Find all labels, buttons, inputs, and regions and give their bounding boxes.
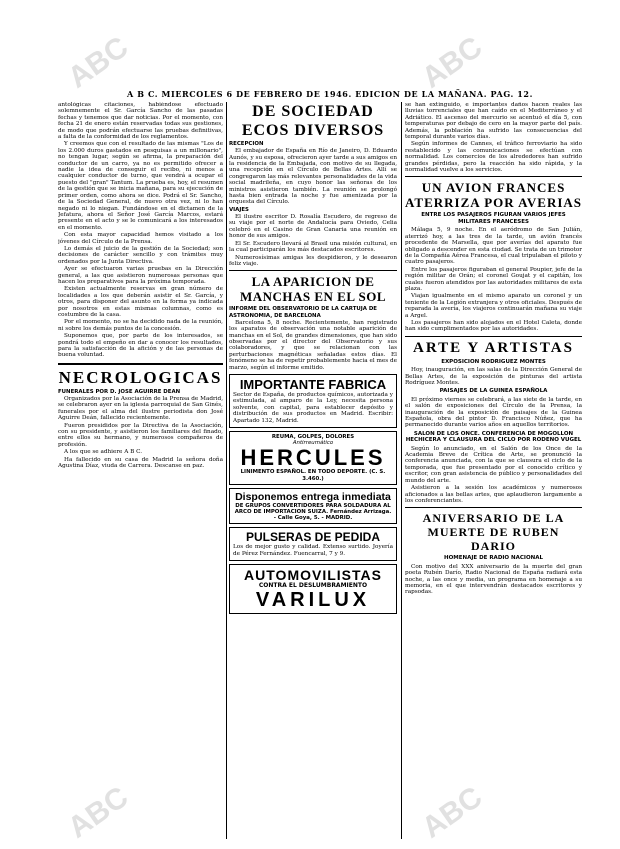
ad-text: DE GRUPOS CONVERTIDORES PARA SOLDADURA AL ARCO DE IMPORTACION SUIZA. Fernández Arrizaga. - Calle Goya, 5. - MADRID. (234, 502, 392, 522)
article-paragraph: Viajan igualmente en el mismo aparato un coronel y un teniente de la Legión extranjera y otros oficiales. Después de reparada la avería, los viajeros continuarán mañana su viaje a Argel. (405, 293, 582, 319)
ad-text: Los de mejor gusto y calidad. Extenso surtido. Joyería de Pérez Fernández. Fuencarral, 7 y 9. (233, 544, 393, 557)
article-paragraph: Con motivo del XXX aniversario de la muerte del gran poeta Rubén Darío, Radio Nacional de España radiará esta noche, a las once y media, un programa en homenaje a su memoria, en el que intervendrán destacados escritores y rapsodas. (405, 563, 582, 596)
article-paragraph: Según informes de Cannes, el tráfico ferroviario ha sido restablecido y las comunicaciones se efectúan con normalidad. Los comercios de los alrededores han sufrido grandes pérdidas, pero la reacción ha sido rápida, y la normalidad vuelve a los servicios. (405, 141, 582, 174)
article-paragraph: Por el momento, no se ha decidido nada de la reunión, ni sobre los demás puntos de la concesión. (58, 319, 223, 332)
column-divider-2 (401, 102, 402, 839)
section-rule (58, 363, 223, 365)
ad-title: Disponemos entrega inmediata (235, 490, 391, 503)
recepcion-subtitle: RECEPCION (229, 141, 264, 147)
ad-text: LINIMENTO ESPAÑOL. EN TODO DEPORTE. (C. S. 3.460.) (240, 469, 386, 482)
article-paragraph: Organizados por la Asociación de la Prensa de Madrid, se celebraron ayer en la iglesia parroquial de San Ginés, funerales por el alma del ilustre periodista don José Aguirre Deán, fallecido recientemente. (58, 396, 223, 422)
article-paragraph: Suponemos que, por parte de los interesados, se pondrá todo el empeño en dar a conocer los resultados, para la satisfacción de la afición y de las personas de buena voluntad. (58, 333, 223, 359)
article-paragraph: El Sr. Escudero llevará al Brasil una misión cultural, en la cual participarán los más destacados escritores. (229, 240, 397, 254)
necrologicas-title: NECROLOGICAS (58, 367, 223, 387)
article-paragraph: Entre los pasajeros figuraban el general Poupier, jefe de la región militar de Orán; el coronel Goujat y el capitán, los cuales fueron atendidos por las autoridades militares de esta plaza. (405, 266, 582, 292)
column-3 (405, 102, 582, 841)
ad-varilux (229, 564, 397, 614)
ad-text: Sector de España, de productos químicos, autorizada y estimulada, al amparo de la Ley, necesita persona solvente, con capital, para establecer depósito y distribución de sus productos en Madrid. Escribir: Apartado 132, Madrid. (233, 391, 393, 424)
article-paragraph: Según lo anunciado, en el Salón de los Once de la Academia Breve de Crítica de Arte, se pronunció la conferencia anunciada, con la que se clausura el ciclo de la temporada, que fue presentado por el conocido crítico y escritor, con gran asistencia de público y personalidades del mundo del arte. (405, 445, 582, 484)
article-paragraph: antológicas citaciones, habiéndose efectuado solemnemente el Sr. García Sancho de las pasadas fechas y tenemos que dar noticias. Por el momento, con fecha 21 de enero están reservadas todas sus gestiones, de modo que podrán efectuarse las pruebas definitivas, a falta de la conformidad de los reglamentos. (58, 102, 223, 141)
article-paragraph: El embajador de España en Río de Janeiro, D. Eduardo Aunós, y su esposa, ofrecieron ayer tarde a sus amigos en la residencia de la Embajada, con motivo de su llegada, una recepción en el Círculo de Bellas Artes. Allí se congregaron las más relevantes personalidades de la vida social madrileña, en cuyo honor las señoras de los ministros asistieron también. La reunión se prolongó hasta bien entrada la noche y fue amenizada por la orquesta del Círculo. (229, 148, 397, 206)
ad-title: HERCULES (240, 445, 386, 471)
ad-hercules (229, 431, 397, 485)
ad-title: AUTOMOVILISTAS (244, 567, 382, 584)
article-paragraph: Los pasajeros han sido alojados en el Hotel Caleta, donde han sido cumplimentados por las autoridades. (405, 319, 582, 333)
section-rule (405, 176, 582, 177)
aniversario-subtitle: HOMENAJE DE RADIO NACIONAL (444, 555, 543, 562)
watermark-2: ABC (416, 30, 489, 95)
ecos-title: ECOS DIVERSOS (241, 122, 385, 139)
ad-pulseras (229, 527, 397, 561)
article-paragraph: Ha fallecido en su casa de Madrid la señora doña Agustina Díaz, viuda de Carrera. Descanse en paz. (58, 456, 223, 470)
ad-importante-fabrica (229, 374, 397, 428)
viajes-subtitle: VIAJES (229, 206, 249, 213)
article-paragraph: Lo demás el juicio de la gestión de la Sociedad; son decisiones de carácter sencillo y con trámites muy ordenados por la Junta Directiva. (58, 245, 223, 265)
page-header: A B C. MIERCOLES 6 DE FEBRERO DE 1946. EDICION DE LA MAÑANA. PAG. 12. (127, 89, 533, 99)
column-divider-1 (226, 102, 227, 839)
ad-sub-line: Antirreumático (292, 440, 334, 447)
article-paragraph: El ilustre escritor D. Rosalía Escudero, de regreso de su viaje por el norte de Andalucía para Oviedo, Celia celebró en el Casino de Gran Canaria una reunión en honor de sus amigos. (229, 214, 397, 240)
arte-subtitle: EXPOSICION RODRIGUEZ MONTES (441, 358, 546, 365)
ad-disponemos (229, 488, 397, 525)
article-paragraph: se han extinguido, e importantes daños hacen reales las lluvias torrenciales que han caído en el Mediterráneo y el Adriático. El ascenso del mercurio se acentuó el día 5, con temperaturas por debajo de cero en la mayor parte del país. Además, la población ha sufrido las consecuencias del temporal durante varios días. (405, 102, 582, 141)
avion-title: UN AVION FRANCES ATERRIZA POR AVERIAS (405, 180, 582, 211)
ad-subtitle: CONTRA EL DESLUMBRAMIENTO (258, 582, 368, 590)
guinea-subtitle: PAISAJES DE LA GUINEA ESPAÑOLA (439, 388, 548, 395)
article-paragraph: Existen actualmente reservas en gran número de localidades a los que deberán asistir el Sr. García, y otros, para disponer del asunto en la forma ya indicada por nosotros en estas mismas columnas, como es costumbre de la casa. (58, 286, 223, 318)
article-paragraph: Numerosísimas amigas les despidieron, y le desearon feliz viaje. (229, 254, 397, 267)
aniversario-title: ANIVERSARIO DE LA MUERTE DE RUBEN DARIO (422, 511, 565, 554)
article-paragraph: A los que se adhiere A B C. (64, 449, 143, 456)
article-paragraph: Hoy, inauguración, en las salas de la Dirección General de Bellas Artes, de la exposición de pinturas del artista Rodríguez Montes. (405, 367, 582, 386)
article-paragraph: Con esta mayor capacidad hemos visitado a los jóvenes del Círculo de la Prensa. (58, 232, 223, 245)
article-paragraph: El próximo viernes se celebrará, a las siete de la tarde, en el salón de exposiciones del Círculo de la Prensa, la inauguración de la exposición de paisajes de la Guinea Española, obra del pintor D. Francisco Núñez, que ha permanecido durante varios años en aquellos territorios. (405, 396, 582, 429)
article-paragraph: Y creemos que con el resultado de las mismas "Los de los 2.000 duros gastados en pesquisas a un millonario", no tengan lugar, según se afirma, la preparación del conductor de un carro, ya no es permitido ofrecer a nadie la idea de conseguir el recibo, ni menos a cualquier conductor de turno, que vendrá a ocupar el puesto del "gran" Tantum. La prueba es, hoy, el resumen de la gestión que se inicia mañana, para su ejecución de primer orden, como ahora se dice. Podrá el Sr. Sancho, de la Sociedad General, de nuevo otra vez, ni lo han negado ni lo niegan. Fundándose en el dictamen de la Jefatura, ahora el Señor José García Marcos, estará presente en el acto y se le comunicará a los interesados en el momento. (58, 141, 223, 231)
watermark-3: ABC (62, 780, 135, 845)
article-paragraph: Fueron presididos por la Directiva de la Asociación, con su presidente, y asistieron los familiares del finado, entre ellos su hermano, y numerosos compañeros de profesión. (58, 422, 223, 448)
ad-brand: VARILUX (255, 589, 371, 612)
manchas-subtitle: INFORME DEL OBSERVATORIO DE LA CARTUJA DE ASTRONOMIA, DE BARCELONA (229, 306, 377, 319)
section-rule (405, 507, 582, 508)
sociedad-title: DE SOCIEDAD (252, 103, 374, 120)
ad-title: PULSERAS DE PEDIDA (245, 530, 381, 545)
ad-top-line: REUMA, GOLPES, DOLORES (271, 434, 355, 440)
salon-subtitle: SALON DE LOS ONCE. CONFERENCIA DE MOGOLLON HECHICERA Y CLAUSURA DEL CICLO POR RODENO VUGEL (405, 430, 582, 444)
article-paragraph: Ayer se efectuaron varias pruebas en la Dirección general, a las que asistieron numerosas personas que hacen los preparativos para la próxima temporada. (58, 266, 223, 285)
watermark-1: ABC (62, 30, 135, 95)
necrologicas-subtitle: FUNERALES POR D. JOSE AGUIRRE DEAN (58, 388, 181, 395)
ad-title: IMPORTANTE FABRICA (239, 376, 387, 392)
column-2 (229, 102, 397, 841)
arte-title: ARTE Y ARTISTAS (413, 339, 574, 356)
article-paragraph: Barcelona 5, 8 noche. Recientemente, han registrado los aparatos de observación una notable aparición de manchas en el Sol, de grandes dimensiones, que han sido observadas por el director del Observatorio y sus colaboradores, y que se relacionan con las perturbaciones magnéticas señaladas estos días. El fenómeno se ha de repetir probablemente hacia el mes de marzo, según el informe emitido. (229, 319, 397, 371)
article-paragraph: Asistieron a la sesión los académicos y numerosos aficionados a las bellas artes, que aplaudieron largamente a los conferenciantes. (405, 485, 582, 504)
avion-subtitle: ENTRE LOS PASAJEROS FIGURAN VARIOS JEFES MILITARES FRANCESES (421, 212, 566, 225)
article-paragraph: Málaga 5, 9 noche. En el aeródromo de San Julián, aterrizó hoy, a las tres de la tarde, un avión francés procedente de Marsella, que por averías del aparato fue obligado a descender en esta ciudad. Se trata de un trimotor de la Compañía Aérea Francesa, el cual tripulaban el piloto y cuatro pasajeros. (405, 227, 582, 266)
manchas-title: LA APARICION DE MANCHAS EN EL SOL (239, 274, 387, 305)
section-rule (229, 270, 397, 271)
section-rule (405, 336, 582, 337)
watermark-4: ABC (416, 780, 489, 845)
column-1 (58, 102, 223, 841)
